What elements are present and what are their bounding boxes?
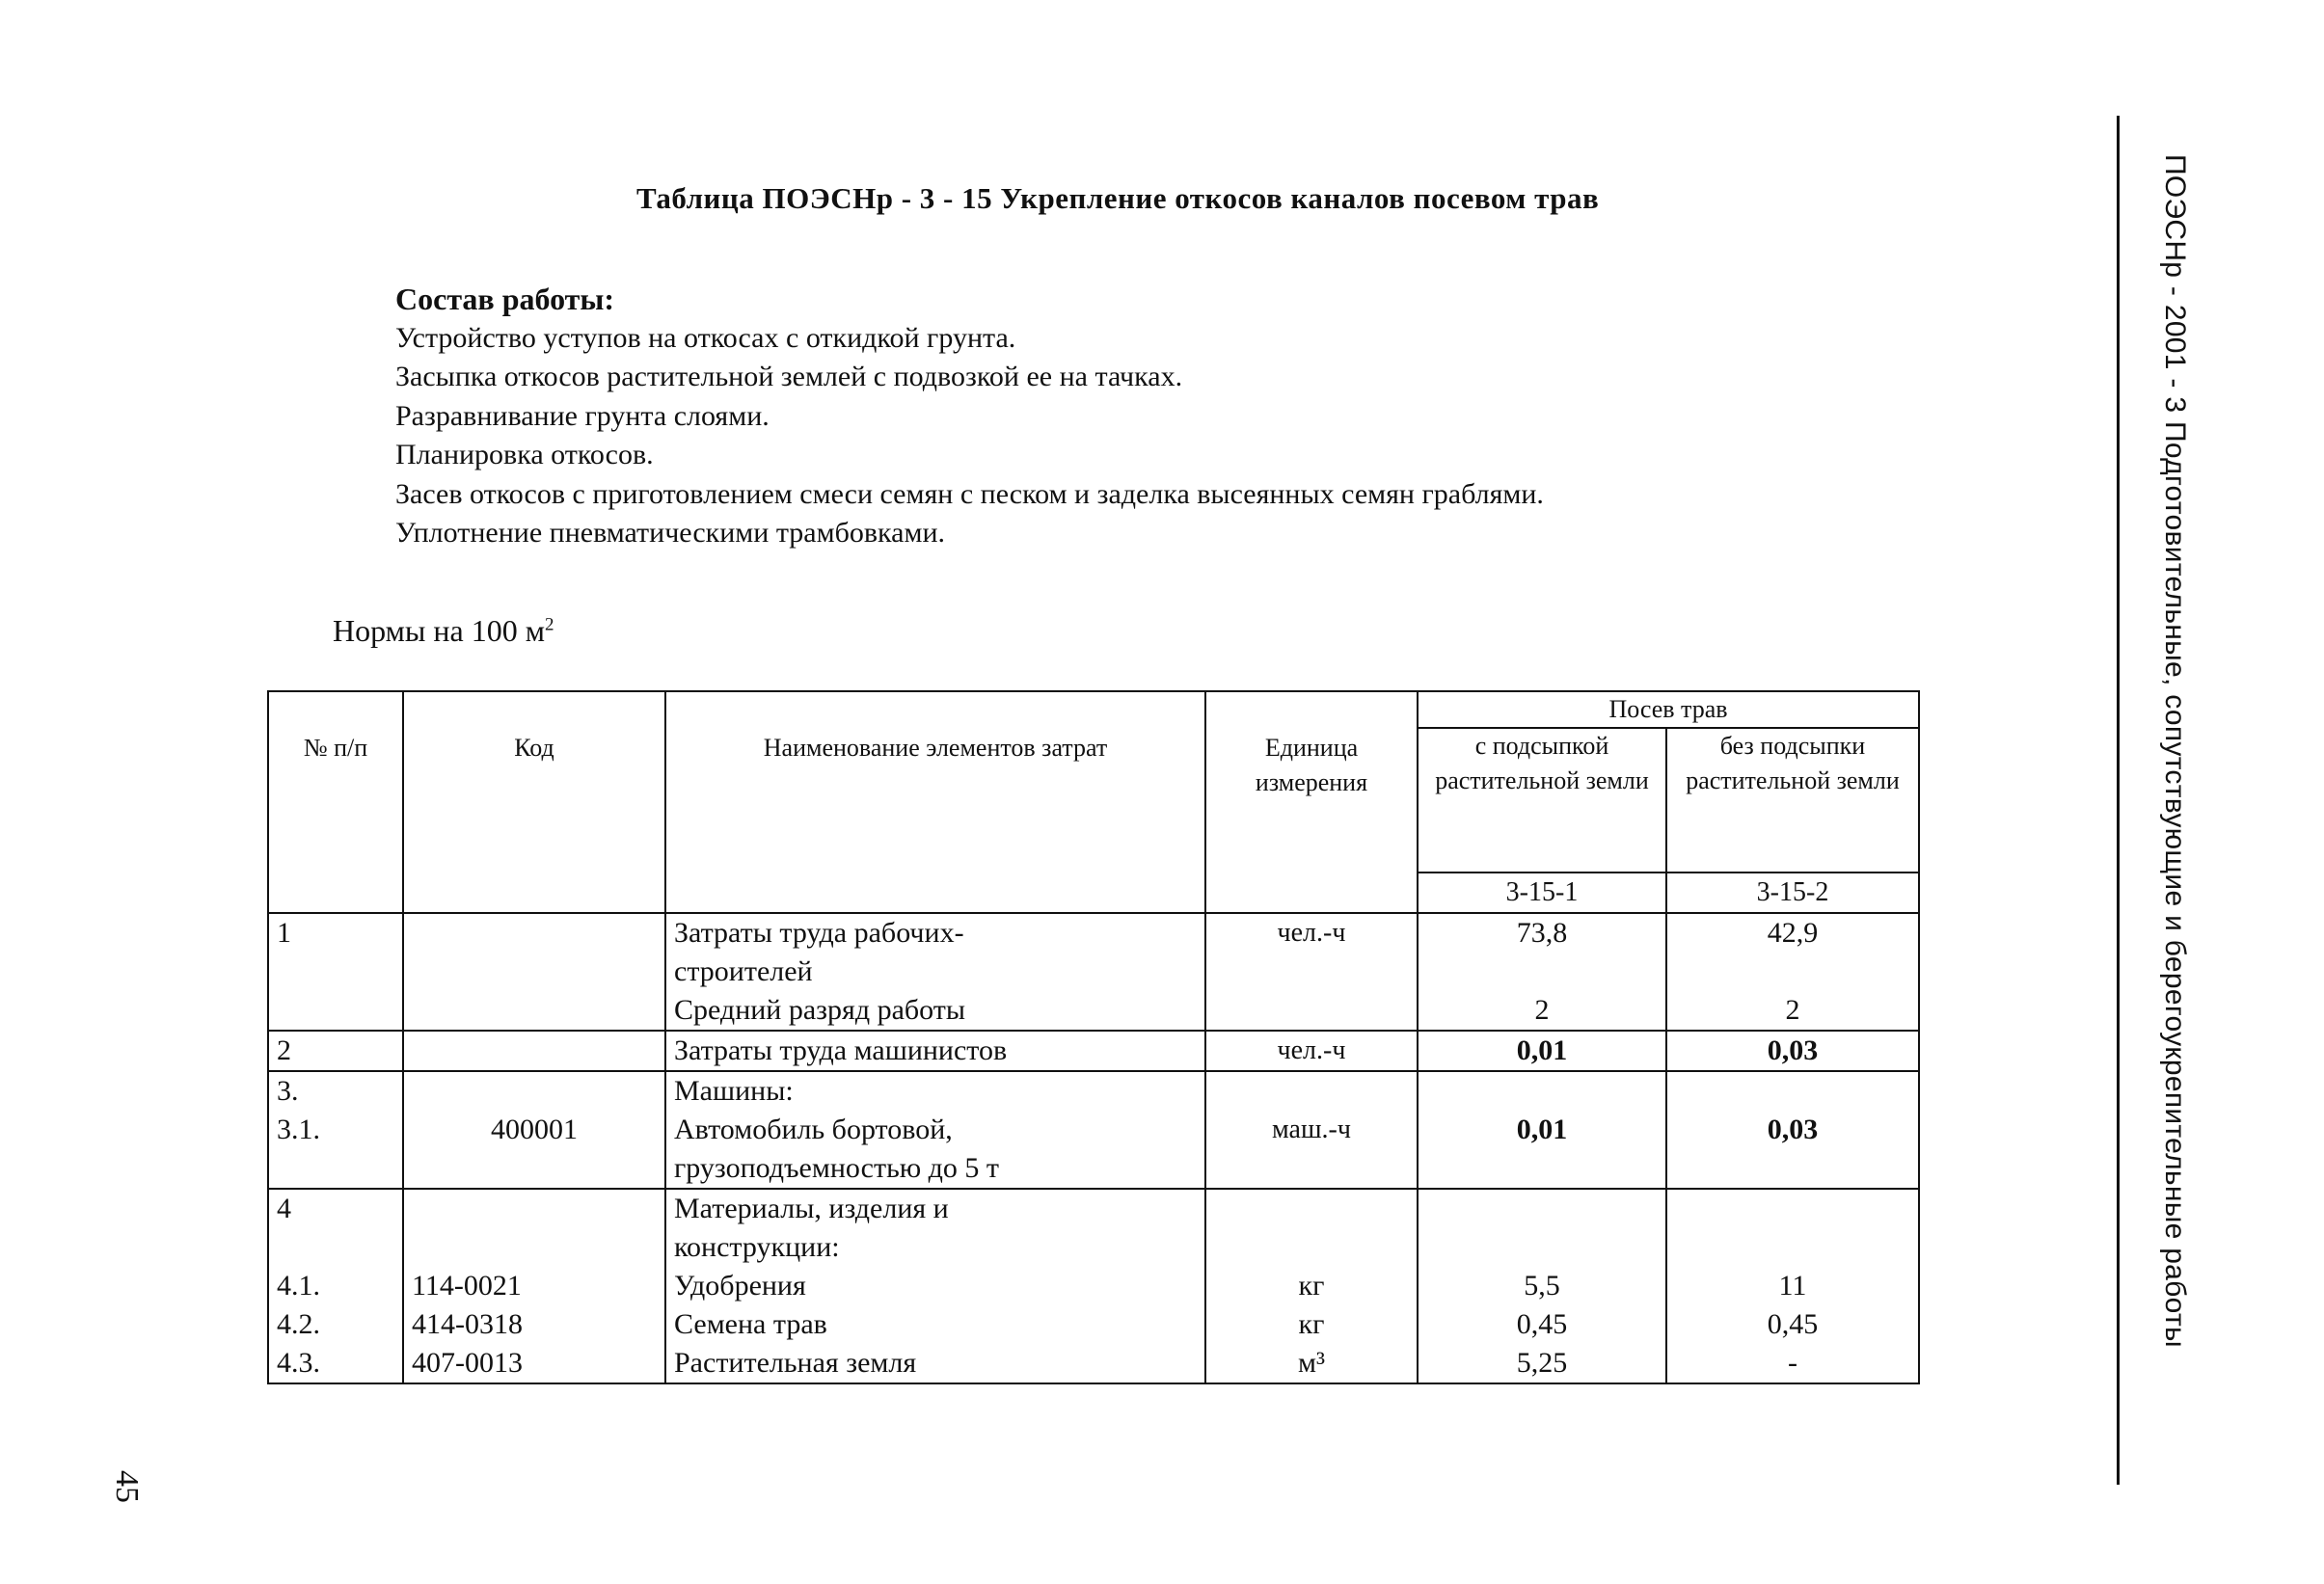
cell-num: 1 bbox=[268, 913, 403, 1031]
cell-num: 3. 3.1. bbox=[268, 1071, 403, 1189]
cell-value1: 0,01 bbox=[1418, 1071, 1666, 1189]
cell-unit: маш.-ч bbox=[1205, 1071, 1418, 1189]
table-title: Таблица ПОЭСНр - 3 - 15 Укрепление откосов каналов посевом трав bbox=[636, 181, 1600, 215]
cell-name: Затраты труда машинистов bbox=[665, 1031, 1205, 1071]
side-rule bbox=[2117, 116, 2158, 1485]
header-num: № п/п bbox=[268, 691, 403, 913]
composition-line: Засыпка откосов растительной землей с подвозкой ее на тачках. bbox=[395, 361, 1183, 392]
cell-code bbox=[403, 1031, 665, 1071]
header-unit: Единица измерения bbox=[1205, 691, 1418, 913]
header-col2: без подсыпки растительной земли bbox=[1666, 728, 1919, 873]
header-name: Наименование элементов затрат bbox=[665, 691, 1205, 913]
cell-value2: 42,9 2 bbox=[1666, 913, 1919, 1031]
norms-label: Нормы на 100 $м^2$ bbox=[333, 613, 554, 648]
header-group: Посев трав bbox=[1418, 691, 1919, 728]
cell-unit: чел.-ч bbox=[1205, 1031, 1418, 1071]
cell-code bbox=[403, 913, 665, 1031]
table-row bbox=[268, 1189, 1919, 1383]
header-code2: 3-15-2 bbox=[1666, 873, 1919, 913]
composition-line: Засев откосов с приготовлением смеси семян с песком и заделка высеянных семян граблями. bbox=[395, 477, 1544, 510]
cell-value2: 0,03 bbox=[1666, 1031, 1919, 1071]
header-row bbox=[268, 691, 1919, 728]
cell-value2: 11 0,45 - bbox=[1666, 1189, 1919, 1383]
cell-value1: 5,5 0,45 5,25 bbox=[1418, 1189, 1666, 1383]
cell-name: Затраты труда рабочих- строителей Средний разряд работы bbox=[665, 913, 1205, 1031]
page-number: 45 bbox=[109, 1470, 145, 1503]
cell-value1: 73,8 2 bbox=[1418, 913, 1666, 1031]
cell-name: Машины: Автомобиль бортовой, грузоподъемностью до 5 т bbox=[665, 1071, 1205, 1189]
table-row bbox=[268, 913, 1919, 1031]
cell-unit: кг кг м³ bbox=[1205, 1189, 1418, 1383]
running-header: ПОЭСНр - 2001 - 3 Подготовительные, сопутствующие и берегоукрепительные работы bbox=[2159, 154, 2191, 1348]
work-composition bbox=[395, 280, 1544, 553]
norms-table bbox=[267, 690, 1920, 1384]
cell-unit: чел.-ч bbox=[1205, 913, 1418, 1031]
composition-line: Устройство уступов на откосах с откидкой грунта. bbox=[395, 321, 1016, 354]
composition-line: Уплотнение пневматическими трамбовками. bbox=[395, 517, 946, 549]
composition-line: Разравнивание грунта слоями. bbox=[395, 399, 770, 432]
norms-superscript: 2 bbox=[544, 614, 554, 635]
cell-code: 400001 bbox=[403, 1071, 665, 1189]
composition-line: Планировка откосов. bbox=[395, 439, 654, 470]
cell-name: Материалы, изделия и конструкции: Удобрения Семена трав Растительная земля bbox=[665, 1189, 1205, 1383]
table-row bbox=[268, 1071, 1919, 1189]
header-code: Код bbox=[403, 691, 665, 913]
cell-num: 2 bbox=[268, 1031, 403, 1071]
cell-code: 114-0021 414-0318 407-0013 bbox=[403, 1189, 665, 1383]
cell-num: 4 4.1. 4.2. 4.3. bbox=[268, 1189, 403, 1383]
cell-value2: 0,03 bbox=[1666, 1071, 1919, 1189]
header-col1: с подсыпкой растительной земли bbox=[1418, 728, 1666, 873]
composition-heading: Состав работы: bbox=[395, 282, 615, 316]
cell-value1: 0,01 bbox=[1418, 1031, 1666, 1071]
table-row bbox=[268, 1031, 1919, 1071]
header-code1: 3-15-1 bbox=[1418, 873, 1666, 913]
